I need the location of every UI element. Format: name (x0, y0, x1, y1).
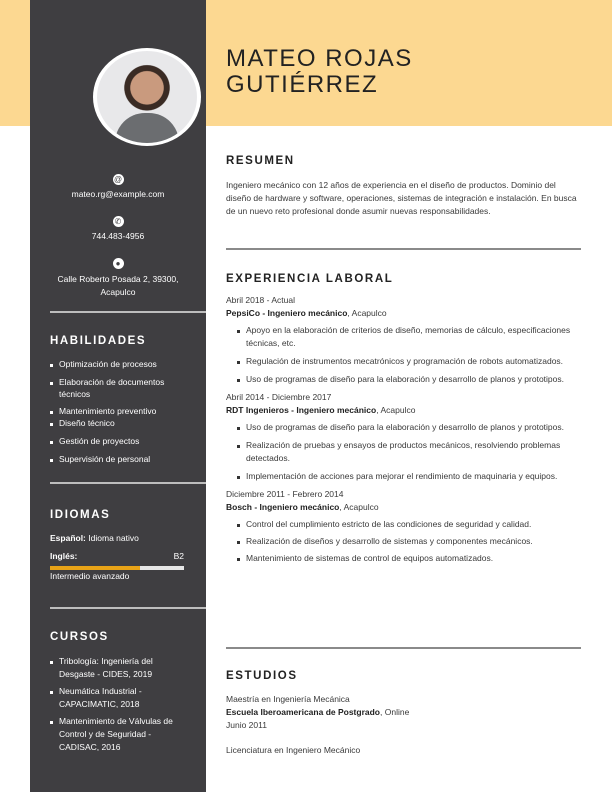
course-item: Tribología: Ingeniería del Desgaste - CIDES, 2019 (50, 655, 190, 681)
divider (50, 482, 206, 484)
language-progress-fill (50, 566, 140, 570)
divider (50, 311, 206, 313)
phone-icon: ✆ (113, 216, 124, 227)
job-bullet: Uso de programas de diseño para la elaboración y desarrollo de planos y prototipos. (237, 421, 581, 434)
job-dates: Diciembre 2011 - Febrero 2014 (226, 489, 344, 499)
education-section (226, 670, 581, 757)
name-line: MATEO ROJAS (226, 45, 413, 72)
summary-section (226, 155, 581, 218)
location: , Online (380, 707, 410, 717)
contact-email (30, 174, 206, 199)
email-text: mateo.rg@example.com (71, 189, 165, 199)
phone-text: 744.483-4956 (91, 231, 145, 241)
job-bullet: Apoyo en la elaboración de criterios de diseño, memorias de cálculo, especificaciones técnicas, etc. (237, 324, 581, 350)
job-bullets (237, 518, 581, 565)
date: Junio 2011 (226, 720, 267, 730)
address-text: Calle Roberto Posada 2, 39300, Acapulco (57, 274, 179, 297)
experience-heading: EXPERIENCIA LABORAL (226, 273, 394, 285)
summary-text: Ingeniero mecánico con 12 años de experiencia en el diseño de productos. Dominio del diseño de hardware y software, operaciones, sistemas de integración e instalación. En busca de un nuevo reto profesional donde asumir nuevas responsabilidades. (226, 180, 577, 216)
skill-item: Mantenimiento preventivo (50, 405, 190, 417)
degree: Licenciatura en Ingeniero Mecánico (226, 745, 361, 755)
job-bullet: Realización de pruebas y ensayos de productos mecánicos, resolviendo problemas detectados. (237, 439, 581, 465)
education-item (226, 744, 581, 757)
job-bullets (237, 324, 581, 386)
education-heading: ESTUDIOS (226, 670, 298, 682)
summary-heading: RESUMEN (226, 155, 295, 167)
sidebar (30, 0, 206, 792)
language-value: Idioma nativo (88, 533, 139, 543)
job-location: , Acapulco (347, 308, 387, 318)
profile-photo (93, 48, 201, 146)
job-dates: Abril 2018 - Actual (226, 295, 295, 305)
name-line: GUTIÉRREZ (226, 71, 379, 98)
divider (226, 647, 581, 649)
job-bullet: Regulación de instrumentos mecatrónicos y programación de robots automatizados. (237, 355, 581, 368)
language-level: B2 (173, 551, 184, 561)
language-spanish (50, 533, 139, 543)
courses-list (50, 655, 190, 754)
job-bullet: Uso de programas de diseño para la elaboración y desarrollo de planos y prototipos. (237, 373, 581, 386)
degree: Maestría en Ingeniería Mecánica (226, 694, 350, 704)
job-entry (226, 294, 581, 386)
job-location: , Acapulco (339, 502, 379, 512)
language-english (50, 551, 184, 561)
language-label: Español: (50, 533, 86, 543)
page-title (226, 46, 413, 98)
skills-heading: HABILIDADES (50, 335, 147, 347)
job-bullet: Realización de diseños y desarrollo de sistemas y componentes mecánicos. (237, 535, 581, 548)
contact-phone (30, 216, 206, 241)
job-bullet: Implementación de acciones para mejorar el rendimiento de maquinaria y equipos. (237, 470, 581, 483)
at-icon: @ (113, 175, 123, 184)
contact-address (30, 258, 206, 299)
job-bullet: Control del cumplimiento estricto de las condiciones de seguridad y calidad. (237, 518, 581, 531)
job-dates: Abril 2014 - Diciembre 2017 (226, 392, 332, 402)
skill-item: Elaboración de documentos técnicos (50, 376, 190, 400)
skill-item: Diseño técnico (50, 417, 190, 429)
language-progress-bar (50, 566, 184, 570)
skill-item: Supervisión de personal (50, 453, 190, 465)
job-company: PepsiCo - Ingeniero mecánico (226, 308, 348, 318)
skills-list (50, 358, 190, 465)
language-description: Intermedio avanzado (50, 571, 130, 581)
job-company: RDT Ingenieros - Ingeniero mecánico (226, 405, 377, 415)
courses-heading: CURSOS (50, 631, 109, 643)
divider (226, 248, 581, 250)
job-location: , Acapulco (376, 405, 416, 415)
job-bullets (237, 421, 581, 483)
job-title (226, 307, 581, 320)
skill-item: Gestión de proyectos (50, 435, 190, 447)
job-entry (226, 488, 581, 565)
location-pin-icon: ● (113, 258, 124, 269)
job-bullet: Mantenimiento de sistemas de control de equipos automatizados. (237, 552, 581, 565)
divider (50, 607, 206, 609)
skill-item: Optimización de procesos (50, 358, 190, 370)
job-title (226, 501, 581, 514)
job-company: Bosch - Ingeniero mecánico (226, 502, 340, 512)
job-title (226, 404, 581, 417)
languages-heading: IDIOMAS (50, 509, 111, 521)
school: Escuela Iberoamericana de Postgrado (226, 707, 381, 717)
experience-section (226, 273, 581, 569)
course-item: Mantenimiento de Válvulas de Control y de Seguridad - CADISAC, 2016 (50, 715, 190, 754)
job-entry (226, 391, 581, 483)
language-label: Inglés: (50, 551, 78, 561)
course-item: Neumática Industrial - CAPACIMATIC, 2018 (50, 685, 190, 711)
education-item (226, 693, 581, 732)
